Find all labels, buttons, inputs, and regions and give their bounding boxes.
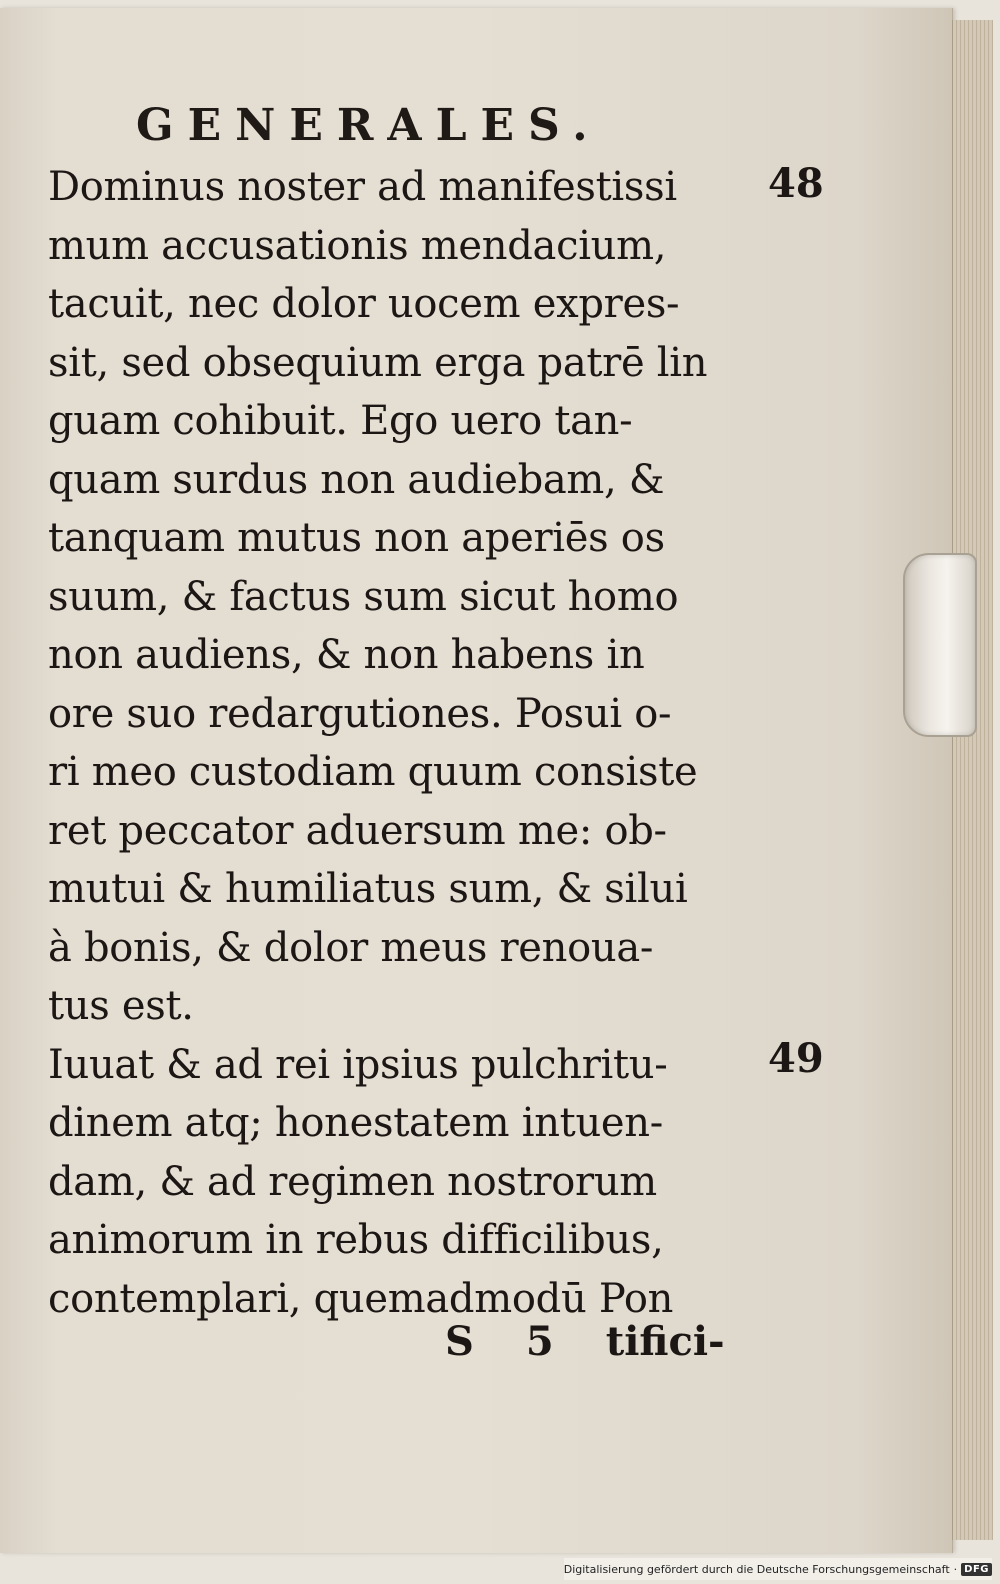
text-line: suum, & factus sum sicut homo xyxy=(48,573,679,620)
text-line: guam cohibuit. Ego uero tan- xyxy=(48,398,633,444)
text-line: à bonis, & dolor meus renoua- xyxy=(48,924,654,971)
text-line: mum accusationis mendacium, xyxy=(48,222,667,269)
credit-text: Digitalisierung gefördert durch die Deutsche Forschungsgemeinschaft xyxy=(563,1562,950,1576)
text-line: ri meo custodiam quum consiste xyxy=(48,749,698,795)
catchword: tifici- xyxy=(605,1318,725,1365)
text-line: non audiens, & non habens in xyxy=(48,632,645,678)
signature-mark: S xyxy=(445,1318,474,1365)
text-line: tus est. xyxy=(48,983,194,1029)
text-line: tanquam mutus non aperiēs os xyxy=(48,515,665,561)
signature-number: 5 xyxy=(525,1318,554,1365)
text-line: dinem atq; honestatem intuen- xyxy=(48,1100,663,1146)
margin-number: 49 xyxy=(768,1035,824,1082)
text-line: tacuit, nec dolor uocem expres- xyxy=(48,281,680,327)
text-line: Dominus noster ad manifestissi xyxy=(48,164,677,210)
dfg-logo: DFG xyxy=(961,1563,992,1576)
text-line: Iuuat & ad rei ipsius pulchritu- xyxy=(48,1041,668,1088)
text-line: sit, sed obsequium erga patrē lin xyxy=(48,339,708,386)
text-line: dam, & ad regimen nostrorum xyxy=(48,1158,657,1205)
text-block xyxy=(48,158,768,1328)
text-line: ret peccator aduersum me: ob- xyxy=(48,807,667,854)
text-line: quam surdus non audiebam, & xyxy=(48,456,665,503)
text-line: ore suo redargutiones. Posui o- xyxy=(48,690,672,737)
text-line: mutui & humiliatus sum, & silui xyxy=(48,866,688,912)
running-header: GENERALES. xyxy=(136,100,602,151)
margin-number: 48 xyxy=(768,160,824,207)
book-clasp xyxy=(903,553,977,737)
page-edges xyxy=(952,20,993,1540)
text-line: contemplari, quemadmodū Pon xyxy=(48,1275,674,1322)
text-line: animorum in rebus difficilibus, xyxy=(48,1217,664,1263)
digitization-credit: Digitalisierung gefördert durch die Deutsche Forschungsgemeinschaft · DFG xyxy=(564,1558,992,1580)
signature-line xyxy=(445,1318,725,1365)
